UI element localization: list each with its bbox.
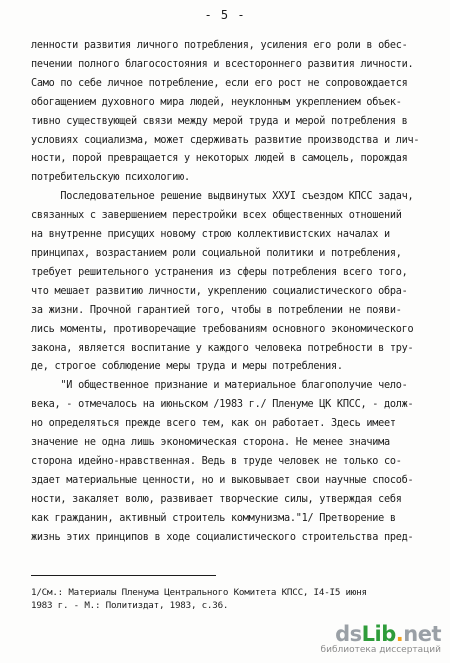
- body-text: [31, 37, 431, 547]
- text-line: де, строгое соблюдение меры труда и меры потребления.: [31, 361, 343, 373]
- text-line: тивно существующей связи между мерой труда и мерой потребления в: [31, 115, 408, 127]
- text-line: что мешает развитию личности, укреплению социалистического обра-: [31, 285, 408, 297]
- text-line: условиях социализма, может сдерживать развитие производства и лич-: [31, 134, 420, 146]
- text-line: закона, является воспитание у каждого человека потребности в тру-: [31, 342, 414, 354]
- text-line: как гражданин, активный строитель коммунизма."1/ Претворение в: [31, 512, 396, 524]
- footnote: [31, 586, 441, 612]
- text-line: требует решительного устранения из сферы потребления всего того,: [31, 266, 408, 278]
- text-line: "И общественное признание и материальное благополучие чело-: [31, 380, 408, 392]
- text-line: ности, закаляет волю, развивает творческие силы, утверждая себя: [31, 493, 402, 505]
- text-line: печении полного благосостояния и всестороннего развития личности.: [31, 58, 414, 70]
- text-line: здает материальные ценности, но и выковывает свои научные способ-: [31, 474, 414, 486]
- text-line: века, - отмечалось на июньском /1983 г./ Пленуме ЦК КПСС, - долж-: [31, 399, 414, 411]
- watermark-logo: dsLib.net: [335, 622, 441, 646]
- text-line: лись моменты, противоречащие требованиям основного экономического: [31, 323, 414, 335]
- text-line: за жизни. Прочной гарантией того, чтобы в потреблении не появи-: [31, 304, 402, 316]
- text-line: сторона идейно-нравственная. Ведь в труде человек не только со-: [31, 455, 402, 467]
- text-line: жизнь этих принципов в ходе социалистического строительства пред-: [31, 531, 414, 543]
- text-line: Само по себе личное потребление, если его рост не сопровождается: [31, 77, 408, 89]
- text-line: связанных с завершением перестройки всех общественных отношений: [31, 210, 402, 222]
- watermark: [321, 623, 441, 656]
- footnote-line: 1/См.: Материалы Пленума Центрального Комитета КПСС, I4-I5 июня: [31, 587, 367, 598]
- footnote-divider: [31, 575, 216, 576]
- text-line: значение не одна лишь экономическая сторона. Не менее значима: [31, 437, 390, 449]
- page-number: - 5 -: [204, 8, 246, 22]
- watermark-subtitle: библиотека диссертаций: [320, 645, 441, 655]
- text-line: потребительскую психологию.: [31, 172, 190, 184]
- text-line: на внутренне присущих новому строю коллективистских началах и: [31, 229, 390, 241]
- text-line: но определяться прежде всего тем, как он работает. Здесь имеет: [31, 418, 396, 430]
- footnote-line: 1983 г. - М.: Политиздат, 1983, с.36.: [31, 600, 229, 611]
- text-line: ности, порой превращается у некоторых людей в самоцель, порождая: [31, 153, 408, 165]
- text-line: обогащением духовного мира людей, неуклонным укреплением объек-: [31, 96, 402, 108]
- text-line: принципах, возрастанием роли социальной политики и потребления,: [31, 247, 402, 259]
- text-line: ленности развития личного потребления, усиления его роли в обес-: [31, 40, 408, 51]
- text-line: Последовательное решение выдвинутых XXУI съездом КПСС задач,: [31, 191, 414, 203]
